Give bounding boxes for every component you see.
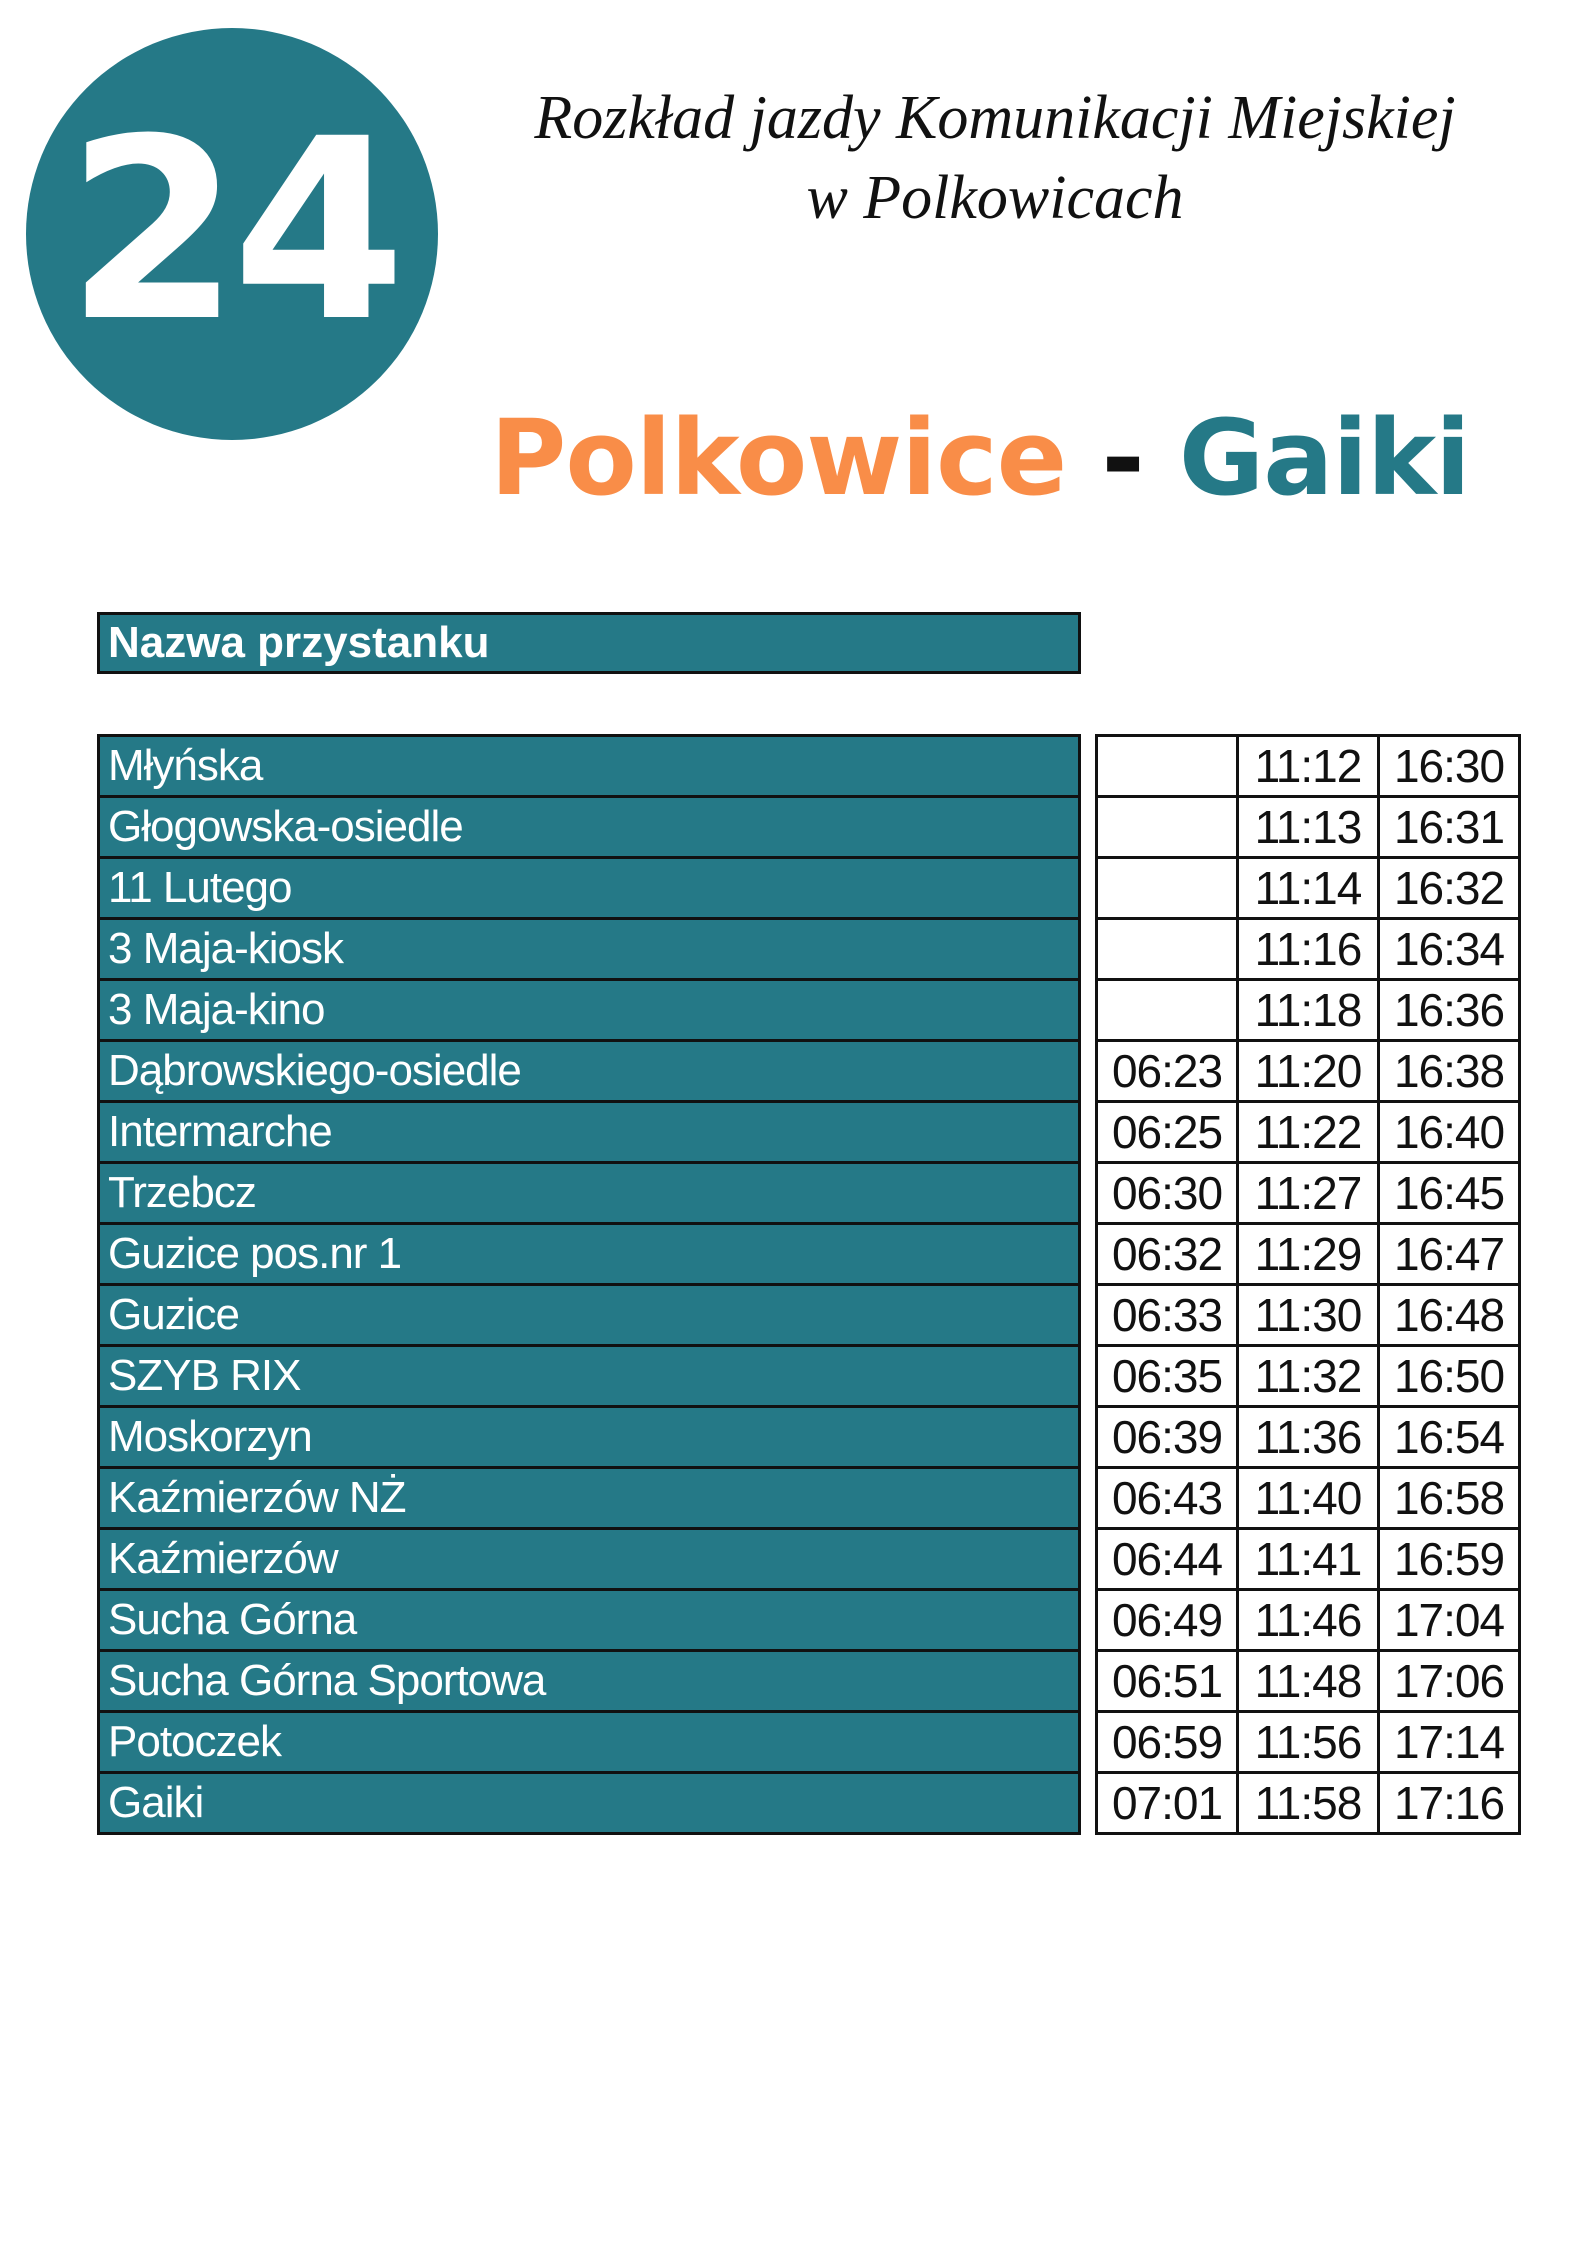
title-line-1: Rozkład jazdy Komunikacji Miejskiej (534, 84, 1456, 152)
table-row (1098, 1347, 1518, 1408)
departure-time-cell: 06:23 (1098, 1042, 1239, 1100)
route-to: Gaiki (1178, 397, 1470, 519)
departure-time-cell: 11:40 (1239, 1469, 1380, 1527)
stop-name: Sucha Górna (100, 1591, 1078, 1652)
stop-column-header: Nazwa przystanku (97, 612, 1081, 674)
table-row (1098, 1652, 1518, 1713)
route-separator: - (1101, 397, 1144, 519)
departure-time-cell: 16:48 (1393, 1289, 1505, 1341)
departure-time-cell: 11:27 (1239, 1164, 1380, 1222)
stop-name: Głogowska-osiedle (100, 798, 1078, 859)
departure-time-cell: 16:54 (1393, 1411, 1505, 1463)
table-row (1098, 981, 1518, 1042)
table-row (1098, 1713, 1518, 1774)
departure-time-cell: 17:06 (1393, 1655, 1505, 1707)
departure-time-cell: 16:47 (1393, 1228, 1505, 1280)
departure-time-cell: 06:32 (1098, 1225, 1239, 1283)
stop-name: Trzebcz (100, 1164, 1078, 1225)
stop-name: Kaźmierzów (100, 1530, 1078, 1591)
departure-time-cell: 16:50 (1393, 1350, 1505, 1402)
route-from: Polkowice (490, 397, 1067, 519)
departure-time-cell: 11:56 (1239, 1713, 1380, 1771)
departure-time-cell: 17:14 (1393, 1716, 1505, 1768)
departure-time-cell: 06:35 (1098, 1347, 1239, 1405)
stop-name: Kaźmierzów NŻ (100, 1469, 1078, 1530)
departure-time-cell: 11:32 (1239, 1347, 1380, 1405)
departure-time-cell: 11:58 (1239, 1774, 1380, 1832)
stop-name: Guzice pos.nr 1 (100, 1225, 1078, 1286)
stop-name: Intermarche (100, 1103, 1078, 1164)
departure-time-cell: 06:43 (1098, 1469, 1239, 1527)
stop-name: Potoczek (100, 1713, 1078, 1774)
departure-time-cell: 11:12 (1239, 737, 1380, 795)
route-number-badge (26, 28, 438, 440)
departure-time-cell: 16:59 (1393, 1533, 1505, 1585)
route-title (440, 398, 1520, 518)
departure-time-cell (1098, 798, 1239, 856)
stop-name: Dąbrowskiego-osiedle (100, 1042, 1078, 1103)
departure-time-cell: 11:30 (1239, 1286, 1380, 1344)
departure-time-cell: 11:41 (1239, 1530, 1380, 1588)
departure-time-cell: 06:25 (1098, 1103, 1239, 1161)
departure-time-cell: 16:58 (1393, 1472, 1505, 1524)
departure-time-cell: 17:04 (1393, 1594, 1505, 1646)
table-row (1098, 1286, 1518, 1347)
departure-time-cell: 16:40 (1393, 1106, 1505, 1158)
table-row (1098, 737, 1518, 798)
departure-time-cell (1098, 859, 1239, 917)
departure-time-cell: 11:36 (1239, 1408, 1380, 1466)
departure-time-cell: 06:51 (1098, 1652, 1239, 1710)
departure-time-cell: 17:16 (1393, 1777, 1505, 1829)
stop-name: 11 Lutego (100, 859, 1078, 920)
table-row (1098, 1469, 1518, 1530)
departure-time-cell: 16:30 (1393, 740, 1505, 792)
departure-time-cell (1098, 920, 1239, 978)
departure-time-cell: 16:34 (1393, 923, 1505, 975)
departure-times-grid (1095, 734, 1521, 1835)
stop-name: SZYB RIX (100, 1347, 1078, 1408)
departure-time-cell: 07:01 (1098, 1774, 1239, 1832)
departure-time-cell: 16:36 (1393, 984, 1505, 1036)
departure-time-cell: 11:48 (1239, 1652, 1380, 1710)
stop-name-column (97, 734, 1081, 1835)
table-row (1098, 798, 1518, 859)
departure-time-cell: 06:44 (1098, 1530, 1239, 1588)
departure-time-cell: 11:14 (1239, 859, 1380, 917)
departure-time-cell: 06:49 (1098, 1591, 1239, 1649)
title-line-2: w Polkowicach (806, 164, 1184, 232)
table-row (1098, 1591, 1518, 1652)
table-row (1098, 1103, 1518, 1164)
departure-time-cell: 11:13 (1239, 798, 1380, 856)
stop-name: Młyńska (100, 737, 1078, 798)
table-row (1098, 1042, 1518, 1103)
departure-time-cell (1098, 981, 1239, 1039)
route-number: 24 (66, 85, 398, 376)
table-row (1098, 1225, 1518, 1286)
departure-time-cell: 06:59 (1098, 1713, 1239, 1771)
departure-time-cell: 16:38 (1393, 1045, 1505, 1097)
departure-time-cell: 11:18 (1239, 981, 1380, 1039)
departure-time-cell: 06:39 (1098, 1408, 1239, 1466)
table-row (1098, 920, 1518, 981)
table-row (1098, 1530, 1518, 1591)
stop-name: Gaiki (108, 1778, 204, 1827)
departure-time-cell: 11:20 (1239, 1042, 1380, 1100)
table-row (1098, 1408, 1518, 1469)
stop-name: Moskorzyn (100, 1408, 1078, 1469)
table-row (1098, 1774, 1518, 1832)
stop-name: 3 Maja-kino (100, 981, 1078, 1042)
departure-time-cell: 11:16 (1239, 920, 1380, 978)
table-row (1098, 859, 1518, 920)
timetable-title (470, 78, 1520, 238)
departure-time-cell: 06:30 (1098, 1164, 1239, 1222)
departure-time-cell: 11:29 (1239, 1225, 1380, 1283)
stop-name: 3 Maja-kiosk (100, 920, 1078, 981)
departure-time-cell: 06:33 (1098, 1286, 1239, 1344)
departure-time-cell: 11:22 (1239, 1103, 1380, 1161)
stop-name: Sucha Górna Sportowa (100, 1652, 1078, 1713)
departure-time-cell: 11:46 (1239, 1591, 1380, 1649)
departure-time-cell: 16:31 (1393, 801, 1505, 853)
stop-name: Guzice (100, 1286, 1078, 1347)
table-row (1098, 1164, 1518, 1225)
departure-time-cell: 16:45 (1393, 1167, 1505, 1219)
departure-time-cell: 16:32 (1393, 862, 1505, 914)
departure-time-cell (1098, 737, 1239, 795)
